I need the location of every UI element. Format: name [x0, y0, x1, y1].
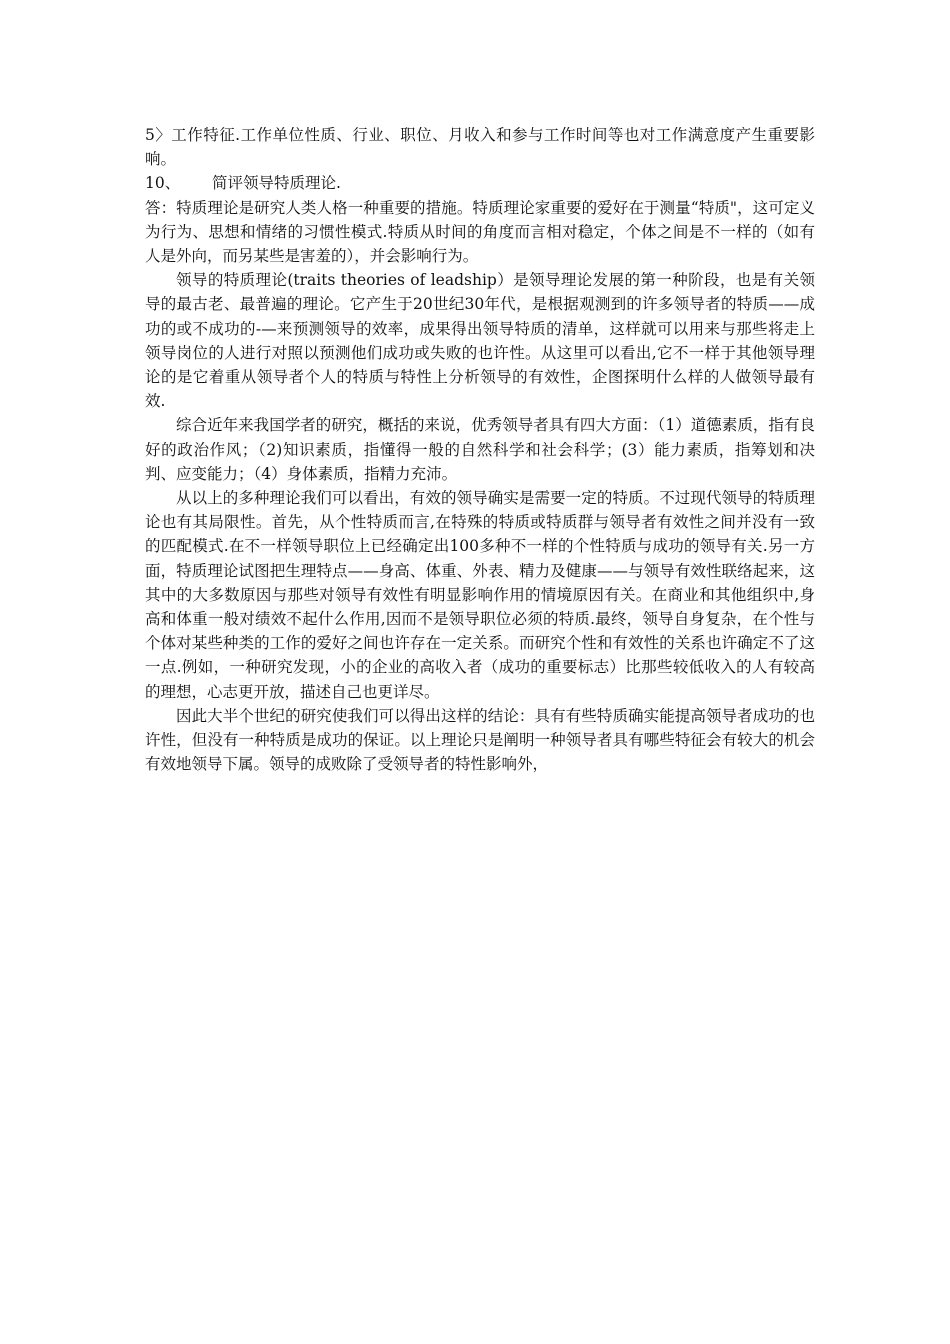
- document-page: [145, 123, 815, 776]
- question-10-heading: [145, 171, 815, 195]
- question-number: 10、: [145, 174, 181, 193]
- answer-paragraph-2: 领导的特质理论(traits theories of leadship）是领导理论发展的第一种阶段，也是有关领导的最古老、最普遍的理论。它产生于20世纪30年代，是根据观测到的许多领导者的特质——成功的或不成功的-—来预测领导的效率，成果得出领导特质的清单，这样就可以用来与那些将走上领导岗位的人进行对照以预测他们成功或失败的也许性。从这里可以看出,它不一样于其他领导理论的是它着重从领导者个人的特质与特性上分析领导的有效性，企图探明什么样的人做领导最有效.: [145, 271, 815, 411]
- answer-paragraph-4: 从以上的多种理论我们可以看出，有效的领导确实是需要一定的特质。不过现代领导的特质理论也有其局限性。首先，从个性特质而言,在特殊的特质或特质群与领导者有效性之间并没有一致的匹配模式.在不一样领导职位上已经确定出100多种不一样的个性特质与成功的领导有关.另一方面，特质理论试图把生理特点——身高、体重、外表、精力及健康——与领导有效性联络起来，这其中的大多数原因与那些对领导有效性有明显影响作用的情境原因有关。在商业和其他组织中,身高和体重一般对绩效不起什么作用,因而不是领导职位必须的特质.最终，领导自身复杂，在个性与个体对某些种类的工作的爱好之间也许存在一定关系。而研究个性和有效性的关系也许确定不了这一点.例如，一种研究发现，小的企业的高收入者（成功的重要标志）比那些较低收入的人有较高的理想，心志更开放，描述自己也更详尽。: [145, 489, 815, 701]
- item-5-paragraph: 5〉工作特征.工作单位性质、行业、职位、月收入和参与工作时间等也对工作满意度产生重要影响。: [145, 126, 815, 169]
- question-title: 简评领导特质理论.: [212, 174, 341, 193]
- answer-paragraph-5: 因此大半个世纪的研究使我们可以得出这样的结论：具有有些特质确实能提高领导者成功的也许性，但没有一种特质是成功的保证。以上理论只是阐明一种领导者具有哪些特征会有较大的机会有效地领导下属。领导的成败除了受领导者的特性影响外，: [145, 706, 815, 774]
- answer-paragraph-3: 综合近年来我国学者的研究，概括的来说，优秀领导者具有四大方面：（1）道德素质，指有良好的政治作风；（2)知识素质，指懂得一般的自然科学和社会科学；(3）能力素质，指筹划和决判、应变能力；（4）身体素质，指精力充沛。: [145, 416, 815, 483]
- answer-paragraph-1: 答：特质理论是研究人类人格一种重要的措施。特质理论家重要的爱好在于测量“特质"，这可定义为行为、思想和情绪的习惯性模式.特质从时间的角度而言相对稳定，个体之间是不一样的（如有人是外向，而另某些是害羞的），并会影响行为。: [145, 198, 815, 266]
